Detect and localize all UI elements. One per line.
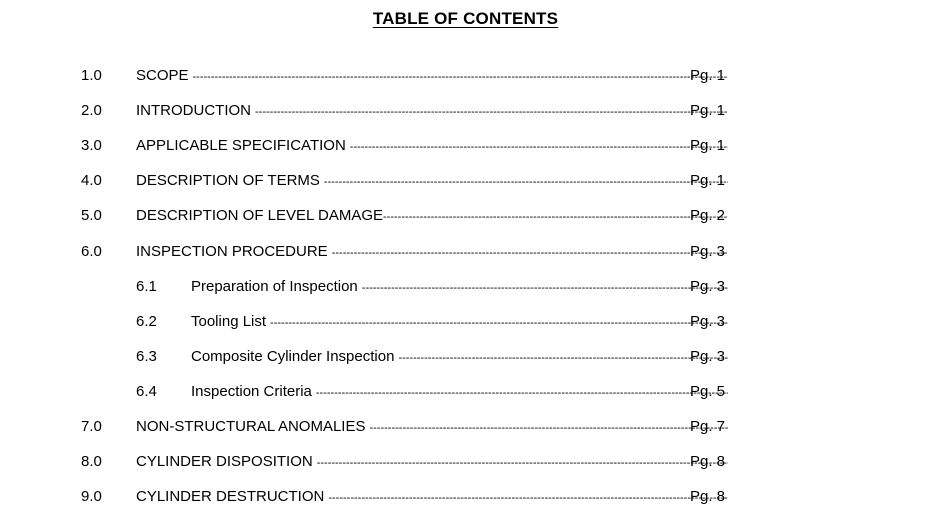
toc-entry-number: 4.0 <box>81 172 102 189</box>
toc-entry-number: 9.0 <box>81 488 102 505</box>
toc-entry-page: Pg. 1 <box>690 172 726 189</box>
toc-entry-number: 6.0 <box>81 243 102 260</box>
toc-entry-title: Tooling List <box>191 313 267 330</box>
toc-entry-title: Composite Cylinder Inspection <box>191 348 395 365</box>
toc-entry-9-0[interactable] <box>0 487 931 507</box>
toc-entry-number: 8.0 <box>81 453 102 470</box>
toc-entry-page: Pg. 2 <box>690 207 726 224</box>
dot-leader <box>362 278 728 298</box>
toc-entry-page: Pg. 8 <box>690 488 726 505</box>
dot-leader <box>328 488 728 508</box>
toc-entry-title: Inspection Criteria <box>191 383 312 400</box>
toc-entry-1-0[interactable] <box>0 66 931 86</box>
toc-entry-page: Pg. 7 <box>690 418 726 435</box>
toc-entry-6-1[interactable] <box>0 277 931 297</box>
dot-leader <box>369 418 728 438</box>
toc-entry-title: NON-STRUCTURAL ANOMALIES <box>136 418 366 435</box>
toc-entry-title: APPLICABLE SPECIFICATION <box>136 137 346 154</box>
toc-entry-title: Preparation of Inspection <box>191 278 358 295</box>
toc-entry-title: INTRODUCTION <box>136 102 251 119</box>
toc-entry-number: 2.0 <box>81 102 102 119</box>
dot-leader <box>398 348 728 368</box>
toc-entry-7-0[interactable] <box>0 417 931 437</box>
toc-entry-4-0[interactable] <box>0 171 931 191</box>
toc-entry-3-0[interactable] <box>0 136 931 156</box>
toc-entry-page: Pg. 3 <box>690 243 726 260</box>
toc-entry-page: Pg. 3 <box>690 348 726 365</box>
toc-entry-title: SCOPE <box>136 67 189 84</box>
toc-entry-page: Pg. 3 <box>690 313 726 330</box>
toc-entry-number: 7.0 <box>81 418 102 435</box>
toc-entry-page: Pg. 1 <box>690 67 726 84</box>
dot-leader <box>316 383 728 403</box>
toc-entry-page: Pg. 8 <box>690 453 726 470</box>
toc-entry-number: 3.0 <box>81 137 102 154</box>
toc-entry-2-0[interactable] <box>0 101 931 121</box>
toc-entry-title: INSPECTION PROCEDURE <box>136 243 328 260</box>
dot-leader <box>193 67 728 87</box>
toc-entry-page: Pg. 3 <box>690 278 726 295</box>
toc-entry-6-0[interactable] <box>0 242 931 262</box>
toc-entry-title: CYLINDER DISPOSITION <box>136 453 313 470</box>
dot-leader <box>324 172 728 192</box>
toc-entry-8-0[interactable] <box>0 452 931 472</box>
dot-leader <box>383 207 728 227</box>
dot-leader <box>255 102 728 122</box>
toc-entry-number: 1.0 <box>81 67 102 84</box>
toc-entry-number: 5.0 <box>81 207 102 224</box>
dot-leader <box>332 243 728 263</box>
toc-entry-6-3[interactable] <box>0 347 931 367</box>
toc-entry-number: 6.3 <box>136 348 157 365</box>
dot-leader <box>317 453 728 473</box>
toc-entry-title: DESCRIPTION OF LEVEL DAMAGE <box>136 207 383 224</box>
toc-entry-title: CYLINDER DESTRUCTION <box>136 488 325 505</box>
toc-entry-6-2[interactable] <box>0 312 931 332</box>
toc-entry-number: 6.2 <box>136 313 157 330</box>
toc-entry-6-4[interactable] <box>0 382 931 402</box>
toc-entry-page: Pg. 1 <box>690 102 726 119</box>
toc-heading: TABLE OF CONTENTS <box>372 9 559 28</box>
dot-leader <box>270 313 728 333</box>
toc-entry-page: Pg. 5 <box>690 383 726 400</box>
dot-leader <box>350 137 728 157</box>
toc-entry-number: 6.1 <box>136 278 157 295</box>
toc-entry-title: DESCRIPTION OF TERMS <box>136 172 320 189</box>
toc-entry-number: 6.4 <box>136 383 157 400</box>
toc-entry-page: Pg. 1 <box>690 137 726 154</box>
toc-entry-5-0[interactable] <box>0 206 931 226</box>
